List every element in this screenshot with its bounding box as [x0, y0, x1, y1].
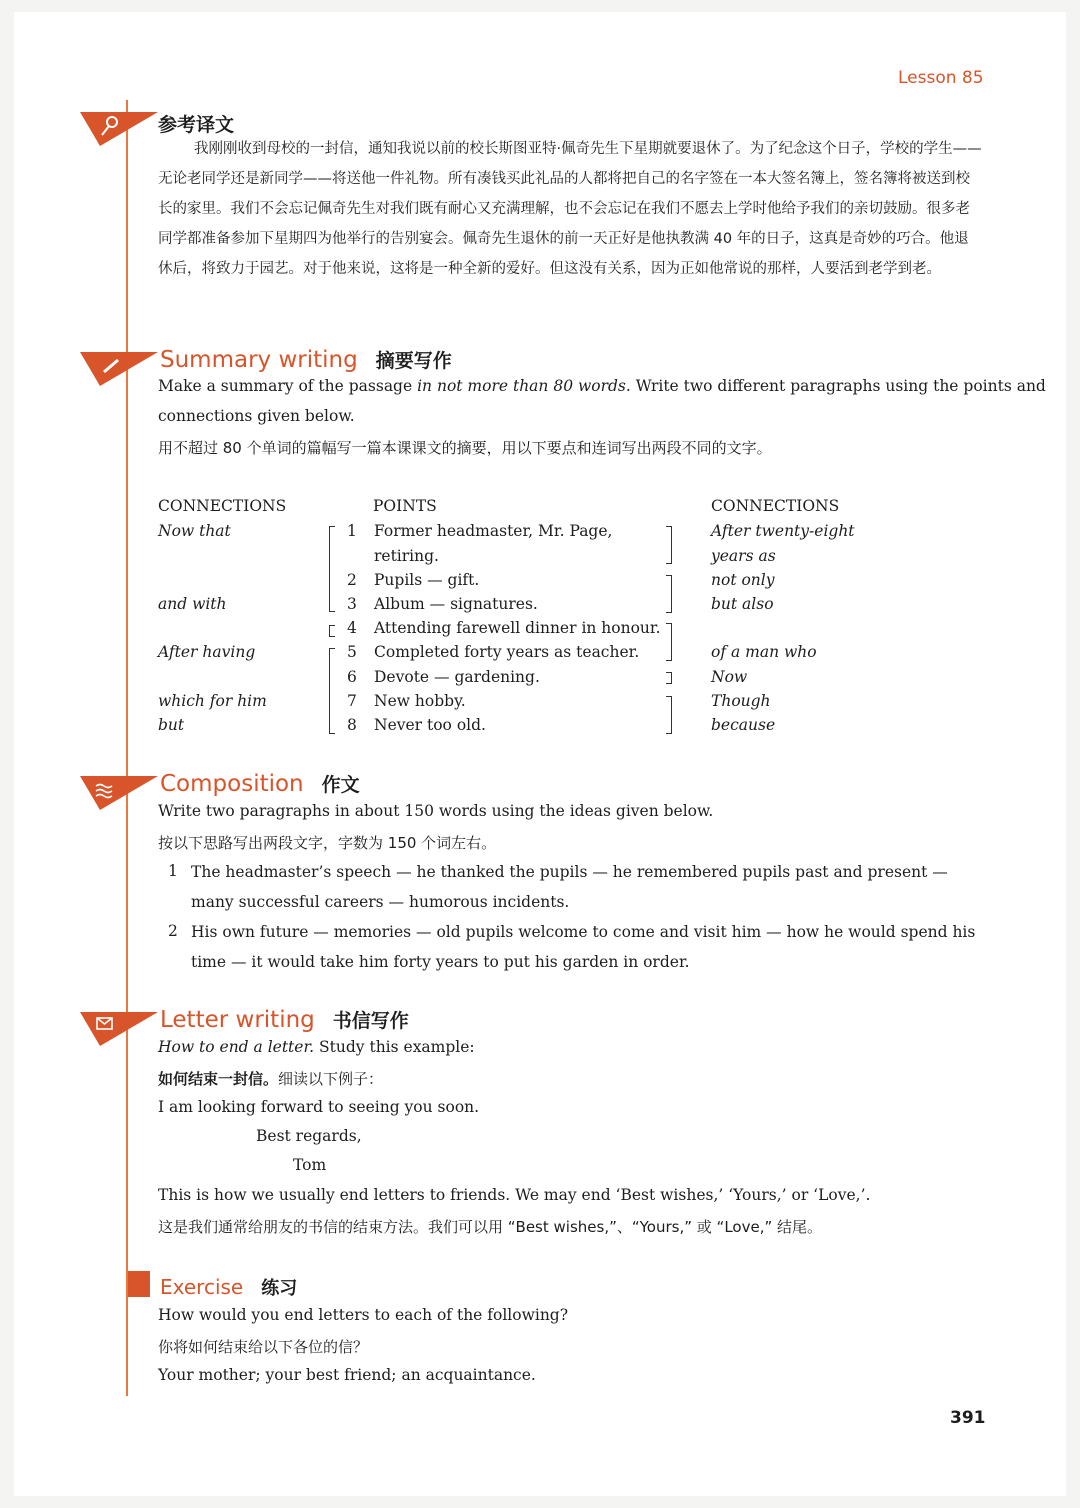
- summary-instr-2: Write two different paragraphs using the points and: [630, 377, 1046, 395]
- point-text: New hobby.: [374, 692, 466, 710]
- bracket-right: [666, 575, 672, 613]
- point-text: Attending farewell dinner in honour.: [374, 619, 661, 637]
- composition-item-text: His own future — memories — old pupils welcome to come and visit him — how he would spend his time — it would take him forty years to put his garden in order.: [191, 923, 976, 971]
- point-text: Pupils — gift.: [374, 571, 480, 589]
- composition-title: [160, 770, 360, 797]
- composition-item-text: The headmaster’s speech — he thanked the pupils — he remembered pupils past and present — many successful careers — humorous incidents.: [191, 863, 948, 911]
- letter-how-zh: [158, 1068, 383, 1089]
- letter-note-zh: 这是我们通常给朋友的书信的结束方法。我们可以用 “Best wishes,”、“Yours,” 或 “Love,” 结尾。: [158, 1218, 823, 1236]
- page-number: 391: [950, 1408, 986, 1428]
- margin-rule: [126, 100, 128, 1396]
- right-connection: not only: [711, 571, 775, 589]
- letter-note: This is how we usually end letters to friends. We may end ‘Best wishes,’ ‘Yours,’ or ‘Love,’.: [158, 1186, 871, 1204]
- summary-instr-zh: 用不超过 80 个单词的篇幅写一篇本课课文的摘要，用以下要点和连词写出两段不同的文字。: [158, 439, 772, 457]
- left-connection: but: [158, 716, 185, 734]
- letter-how-em: How to end a letter.: [158, 1038, 315, 1056]
- summary-instr-1: Make a summary of the passage: [158, 377, 418, 395]
- summary-instr-em: in not more than 80 words.: [417, 377, 631, 395]
- right-connection: Though: [711, 692, 771, 710]
- letter-title-zh: 书信写作: [332, 1010, 409, 1032]
- letter-regards: Best regards,: [256, 1127, 362, 1145]
- point-number: 3: [347, 595, 357, 613]
- point-number: 7: [347, 692, 357, 710]
- letter-title-en: Letter writing: [160, 1007, 315, 1033]
- composition-item-number: 1: [168, 862, 178, 880]
- translation-text: 我刚刚收到母校的一封信，通知我说以前的校长斯图亚特·佩奇先生下星期就要退休了。为了纪念这个日子，学校的学生——无论老同学还是新同学——将送他一件礼物。所有凑钱买此礼品的人都将把自己的名字签在一本大签名簿上，签名簿将被送到校长的家里。我们不会忘记佩奇先生对我们既有耐心又充满理解，也不会忘记在我们不愿去上学时他给予我们的亲切鼓励。很多老同学都准备参加下星期四为他举行的告别宴会。佩奇先生退休的前一天正好是他执教满 40 年的日子，这真是奇妙的巧合。他退休后，将致力于园艺。对于他来说，这将是一种全新的爱好。但这没有关系，因为正如他常说的那样，人要活到老学到老。: [158, 141, 982, 277]
- exercise-marker: [128, 1271, 150, 1297]
- letter-title: [160, 1006, 409, 1033]
- point-number: 2: [347, 571, 357, 589]
- letter-how: [158, 1038, 475, 1056]
- key-icon: [80, 108, 160, 172]
- lesson-label: Lesson 85: [898, 68, 984, 88]
- waves-icon: [80, 772, 160, 836]
- bracket-left: [329, 648, 335, 734]
- composition-title-zh: 作文: [321, 774, 360, 796]
- summary-title: [160, 346, 452, 373]
- point-text: Album — signatures.: [374, 595, 538, 613]
- right-connection: After twenty-eight: [711, 522, 855, 540]
- point-text: Never too old.: [374, 716, 486, 734]
- bracket-left: [329, 625, 335, 637]
- left-connection: Now that: [158, 522, 231, 540]
- composition-instruction-zh: 按以下思路写出两段文字，字数为 150 个词左右。: [158, 834, 497, 852]
- left-connection: which for him: [158, 692, 267, 710]
- letter-how-zh-bold: 如何结束一封信。: [158, 1070, 279, 1088]
- letter-example: I am looking forward to seeing you soon.: [158, 1098, 480, 1116]
- point-number: 1: [347, 522, 357, 540]
- left-connection: and with: [158, 595, 227, 613]
- bracket-right: [666, 672, 672, 684]
- exercise-title-en: Exercise: [160, 1275, 244, 1299]
- envelope-icon: [80, 1008, 160, 1072]
- bracket-right: [666, 696, 672, 734]
- bracket-left: [329, 526, 335, 612]
- connections-left-header: CONNECTIONS: [158, 497, 287, 515]
- composition-title-en: Composition: [160, 771, 304, 797]
- summary-instruction: [158, 377, 1046, 395]
- point-text: Devote — gardening.: [374, 668, 540, 686]
- exercise-title-zh: 练习: [261, 1278, 298, 1299]
- bracket-right: [666, 526, 672, 564]
- right-connection: years as: [711, 547, 776, 565]
- pencil-icon: [80, 348, 160, 412]
- connections-right-header: CONNECTIONS: [711, 497, 840, 515]
- composition-instruction: Write two paragraphs in about 150 words using the ideas given below.: [158, 802, 714, 820]
- point-number: 4: [347, 619, 357, 637]
- translation-title: 参考译文: [158, 114, 235, 136]
- composition-item-number: 2: [168, 922, 178, 940]
- exercise-answer-line: Your mother; your best friend; an acquaintance.: [158, 1366, 536, 1384]
- right-connection: Now: [711, 668, 748, 686]
- summary-instr-3: connections given below.: [158, 407, 355, 425]
- exercise-title: [160, 1274, 297, 1300]
- exercise-question-zh: 你将如何结束给以下各位的信？: [158, 1338, 369, 1356]
- points-header: POINTS: [373, 497, 437, 515]
- letter-how-zh-rest: 细读以下例子：: [278, 1070, 384, 1088]
- right-connection: because: [711, 716, 776, 734]
- summary-title-zh: 摘要写作: [375, 350, 452, 372]
- letter-how-rest: Study this example:: [314, 1038, 475, 1056]
- summary-title-en: Summary writing: [160, 347, 358, 373]
- point-text: Former headmaster, Mr. Page,: [374, 522, 613, 540]
- letter-name: Tom: [293, 1156, 327, 1174]
- point-number: 6: [347, 668, 357, 686]
- right-connection: but also: [711, 595, 774, 613]
- point-text: retiring.: [374, 547, 439, 565]
- point-number: 5: [347, 643, 357, 661]
- point-number: 8: [347, 716, 357, 734]
- point-text: Completed forty years as teacher.: [374, 643, 640, 661]
- right-connection: of a man who: [711, 643, 817, 661]
- bracket-right: [666, 623, 672, 661]
- left-connection: After having: [158, 643, 256, 661]
- exercise-question: How would you end letters to each of the following?: [158, 1306, 569, 1324]
